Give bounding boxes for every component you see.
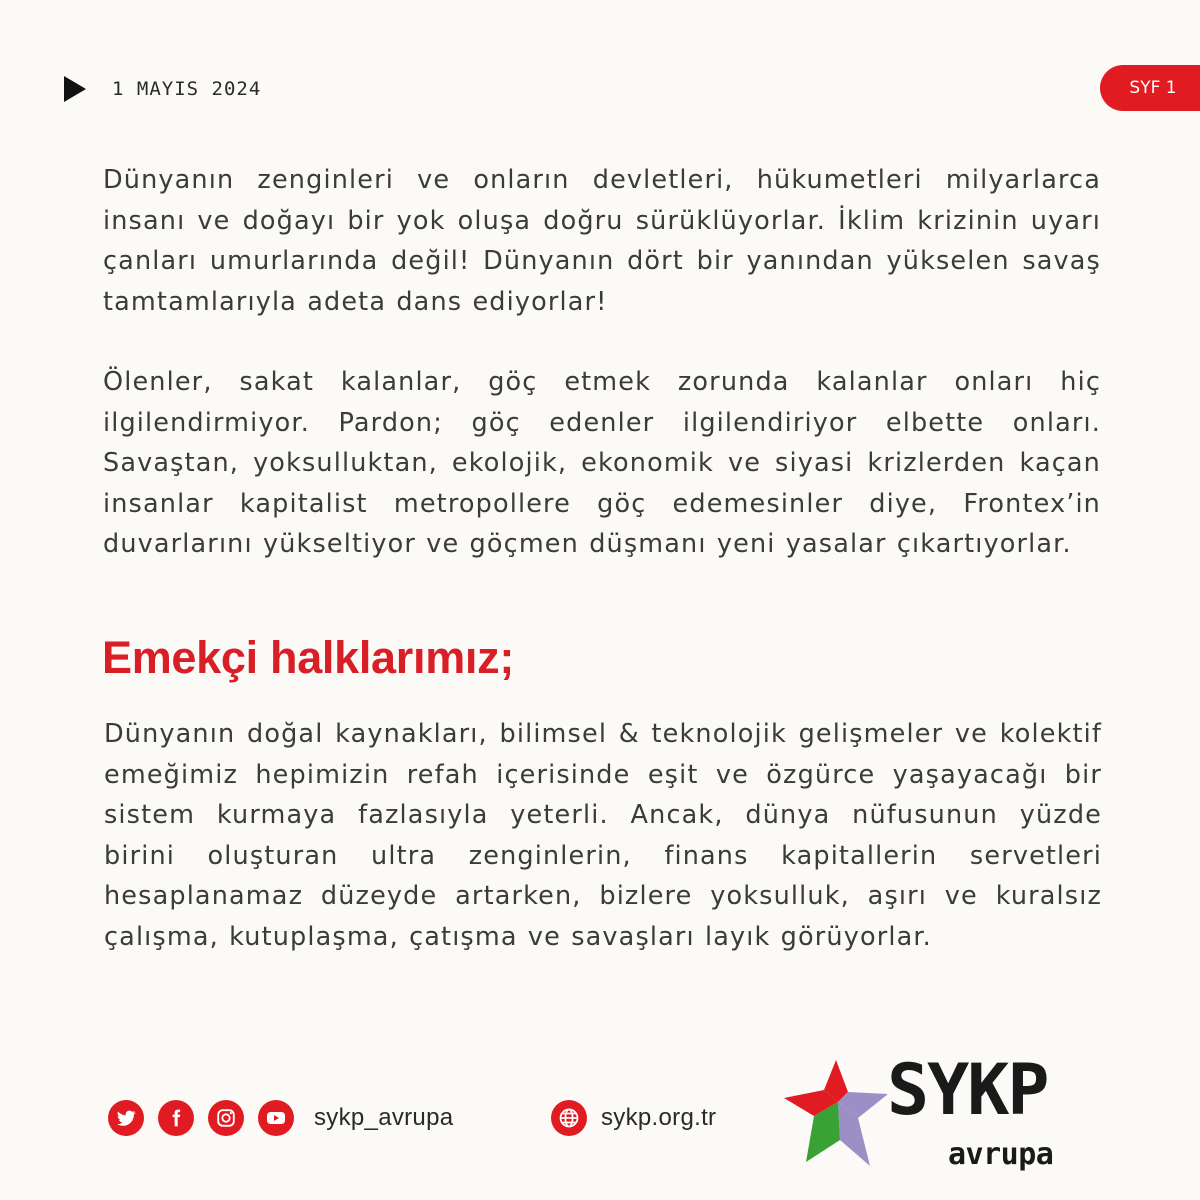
facebook-icon[interactable]	[158, 1100, 194, 1136]
instagram-icon[interactable]	[208, 1100, 244, 1136]
play-triangle-icon	[64, 76, 86, 102]
section-heading: Emekçi halklarımız;	[102, 632, 515, 683]
website-link	[551, 1100, 716, 1136]
paragraph-3: Dünyanın doğal kaynakları, bilimsel & teknolojik gelişmeler ve kolektif emeğimiz hepimizin refah içerisinde eşit ve özgürce yaşayacağı bir sistem kurmaya fazlasıyla yeterli. Ancak, dünya nüfusunun yüzde birini oluşturan ultra zenginlerin, finans kapitallerin servetleri hesaplanamaz düzeyde artarken, bizlere yoksulluk, aşırı ve kuralsız çalışma, kutuplaşma, çatışma ve savaşları layık görüyorlar.	[104, 719, 1102, 952]
logo-subtitle: avrupa	[948, 1137, 1054, 1172]
social-links	[108, 1100, 453, 1136]
paragraph-1: Dünyanın zenginleri ve onların devletleri, hükumetleri milyarlarca insanı ve doğayı bir yok oluşa doğru sürüklüyorlar. İklim krizinin uyarı çanları umurlarında değil! Dünyanın dört bir yanından yükselen savaş tamtamlarıyla adeta dans ediyorlar!	[103, 165, 1101, 317]
star-icon	[780, 1050, 900, 1180]
globe-icon[interactable]	[551, 1100, 587, 1136]
logo-title: SYKP	[887, 1049, 1048, 1131]
paragraph-2: Ölenler, sakat kalanlar, göç etmek zorunda kalanlar onları hiç ilgilendirmiyor. Pardon; göç edenler ilgilendiriyor elbette onları. Savaştan, yoksulluktan, ekolojik, ekonomik ve siyasi krizlerden kaçan insanlar kapitalist metropollere göç edemesinler diye, Frontex’in duvarlarını yükseltiyor ve göçmen düşmanı yeni yasalar çıkartıyorlar.	[103, 367, 1101, 560]
sykp-logo	[780, 1050, 1110, 1180]
social-handle[interactable]: sykp_avrupa	[314, 1104, 454, 1131]
website-url[interactable]: sykp.org.tr	[601, 1104, 717, 1131]
twitter-icon[interactable]	[108, 1100, 144, 1136]
youtube-icon[interactable]	[258, 1100, 294, 1136]
post-date: 1 MAYIS 2024	[112, 78, 262, 100]
page-number-badge: SYF 1	[1100, 65, 1200, 111]
